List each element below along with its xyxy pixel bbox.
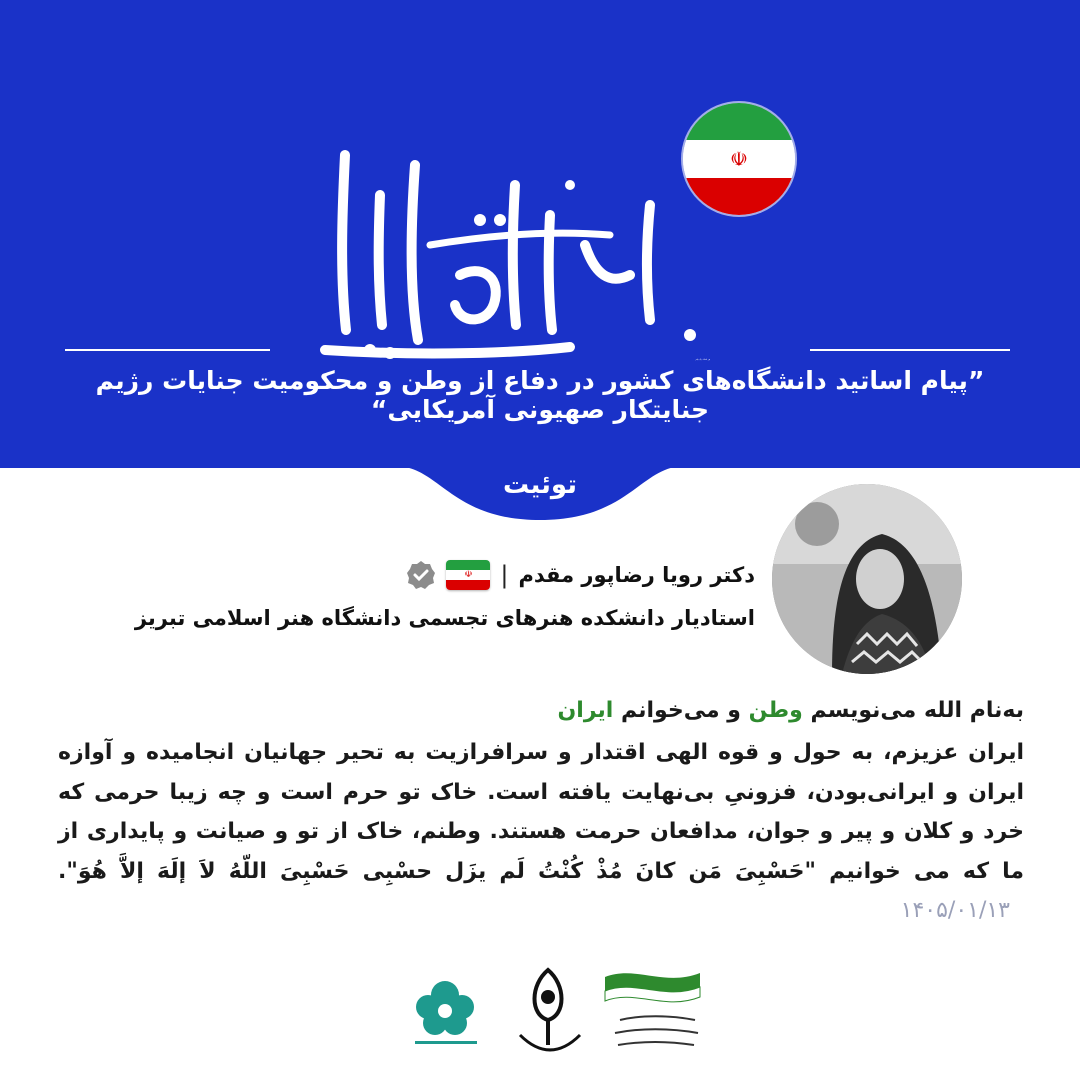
right-divider — [810, 349, 1010, 351]
profile-name-row — [406, 560, 755, 590]
profile-name: دکتر رویا رضاپور مقدم — [518, 563, 755, 587]
profile-role: استادیار دانشکده هنرهای تجسمی دانشگاه هنر اسلامی تبریز — [134, 606, 755, 630]
iran-flag-icon: ☫ — [446, 560, 490, 590]
subtitle: ”پیام اساتید دانشگاه‌های کشور در دفاع از وطن و محکومیت جنایات رژیم جنایتکار صهیونی آمریکایی“ — [95, 366, 985, 424]
tab-label: توئیت — [503, 470, 577, 500]
tweet-body — [58, 698, 1024, 931]
footer-logos — [400, 965, 720, 1065]
university-logo-icon — [520, 970, 580, 1050]
svg-text:هر استاد، یک پیام: هر استاد، یک پیام — [695, 359, 710, 361]
tweet-date: ۱۴۰۵/۰۱/۱۳ — [900, 898, 1010, 923]
tweet-paragraph — [58, 733, 1024, 931]
iran-flag-circle-icon: ☫ — [683, 103, 795, 215]
name-separator: | — [500, 561, 509, 589]
intro-word-iran: ایران — [557, 698, 614, 723]
tweet-text: ایران عزیزم، به حول و قوه الهی اقتدار و سرافرازیت به تحیر جهانیان انجامیده و آوازه ایران و ایرانی‌بودن، فزونیِ بی‌نهایت یافته است. خاک تو حرم است و چه زیبا حرمی که خرد و کلان و پیر و جوان، مدافعان حرمت هستند. وطنم، خاک از تو و صیانت و پایداری از ما که می خوانیم "حَسْبِیَ مَن کانَ مُذْ کُنْتُ لَم یزَل حسْبِی حَسْبِیَ اللّهُ لاَ إلَهَ إلاَّ هُوَ". — [58, 740, 1024, 884]
intro-mid: و می‌خوانم — [621, 698, 741, 723]
left-divider — [65, 349, 270, 351]
calligraphy-strokes — [250, 125, 730, 365]
avatar — [772, 484, 962, 674]
verified-badge-icon — [406, 560, 436, 590]
media-tree-logo-icon — [415, 981, 477, 1044]
avatar-photo — [772, 484, 962, 674]
tweet-intro — [58, 698, 1024, 723]
intro-word-vatan: وطن — [748, 698, 803, 723]
basij-logo-icon — [605, 973, 700, 1045]
calligraphy-title — [250, 125, 730, 365]
intro-prefix: به‌نام الله می‌نویسم — [810, 698, 1024, 723]
logos-strip — [400, 965, 720, 1065]
